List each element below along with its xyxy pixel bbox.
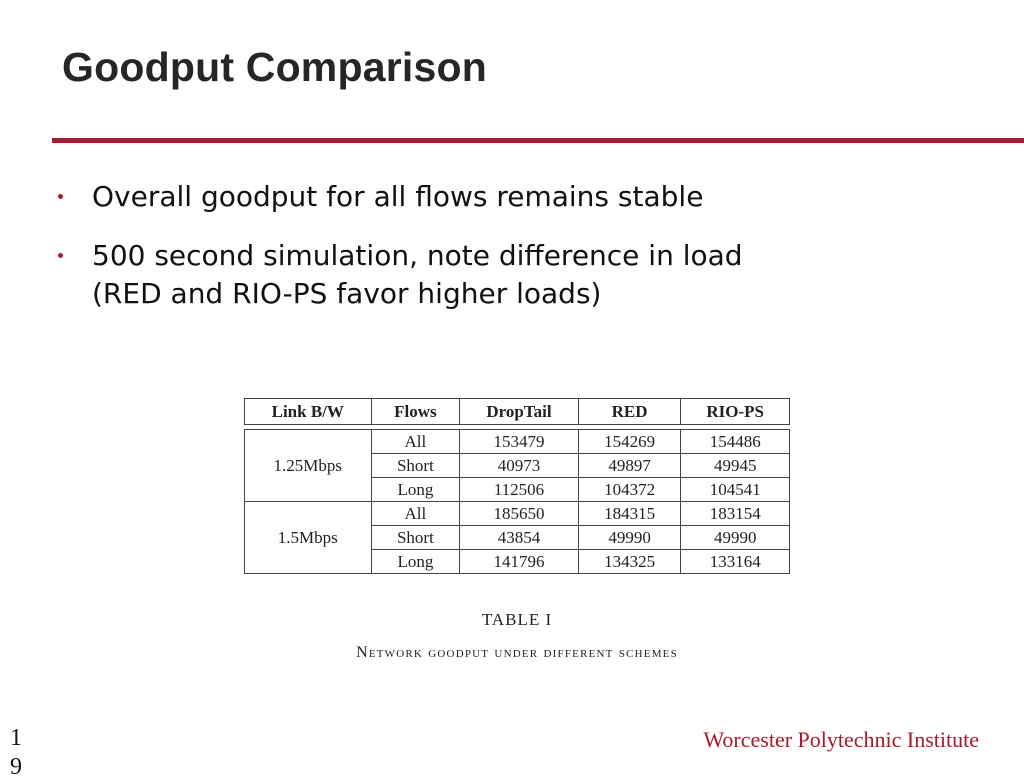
droptail-cell: 40973 bbox=[460, 454, 579, 478]
table-caption-label: TABLE I bbox=[481, 610, 553, 629]
bullet-list bbox=[58, 178, 938, 334]
rio-ps-cell: 154486 bbox=[681, 430, 790, 454]
red-cell: 49897 bbox=[578, 454, 681, 478]
rio-ps-cell: 104541 bbox=[681, 478, 790, 502]
table-row bbox=[245, 502, 790, 526]
link-bw-cell: 1.5Mbps bbox=[245, 502, 372, 574]
red-cell: 184315 bbox=[578, 502, 681, 526]
flows-cell: Long bbox=[371, 550, 460, 574]
header-droptail: DropTail bbox=[460, 399, 579, 425]
flows-cell: Short bbox=[371, 454, 460, 478]
flows-cell: All bbox=[371, 430, 460, 454]
red-cell: 49990 bbox=[578, 526, 681, 550]
droptail-cell: 185650 bbox=[460, 502, 579, 526]
flows-cell: Long bbox=[371, 478, 460, 502]
goodput-table bbox=[244, 398, 790, 574]
bullet-text: 500 second simulation, note difference in load (RED and RIO-PS favor higher loads) bbox=[92, 239, 743, 310]
red-cell: 154269 bbox=[578, 430, 681, 454]
flows-cell: Short bbox=[371, 526, 460, 550]
title-divider bbox=[52, 138, 1024, 143]
footer-institution: Worcester Polytechnic Institute bbox=[703, 727, 979, 752]
header-rio-ps: RIO-PS bbox=[681, 399, 790, 425]
bullet-dot-icon bbox=[58, 194, 63, 199]
header-link-bw: Link B/W bbox=[245, 399, 372, 425]
bullet-item bbox=[58, 237, 938, 313]
flows-cell: All bbox=[371, 502, 460, 526]
rio-ps-cell: 183154 bbox=[681, 502, 790, 526]
droptail-cell: 141796 bbox=[460, 550, 579, 574]
rio-ps-cell: 49990 bbox=[681, 526, 790, 550]
rio-ps-cell: 49945 bbox=[681, 454, 790, 478]
bullet-dot-icon bbox=[58, 253, 63, 258]
header-flows: Flows bbox=[371, 399, 460, 425]
red-cell: 134325 bbox=[578, 550, 681, 574]
page-number: 19 bbox=[10, 725, 22, 780]
table-row bbox=[245, 430, 790, 454]
goodput-table-figure bbox=[244, 398, 790, 661]
droptail-cell: 43854 bbox=[460, 526, 579, 550]
table-caption-text: Network goodput under different schemes bbox=[356, 644, 678, 661]
table-header-row bbox=[245, 399, 790, 425]
slide-title: Goodput Comparison bbox=[62, 44, 487, 90]
link-bw-cell: 1.25Mbps bbox=[245, 430, 372, 502]
red-cell: 104372 bbox=[578, 478, 681, 502]
bullet-item bbox=[58, 178, 938, 216]
bullet-text: Overall goodput for all flows remains stable bbox=[92, 180, 704, 213]
header-red: RED bbox=[578, 399, 681, 425]
rio-ps-cell: 133164 bbox=[681, 550, 790, 574]
droptail-cell: 153479 bbox=[460, 430, 579, 454]
droptail-cell: 112506 bbox=[460, 478, 579, 502]
